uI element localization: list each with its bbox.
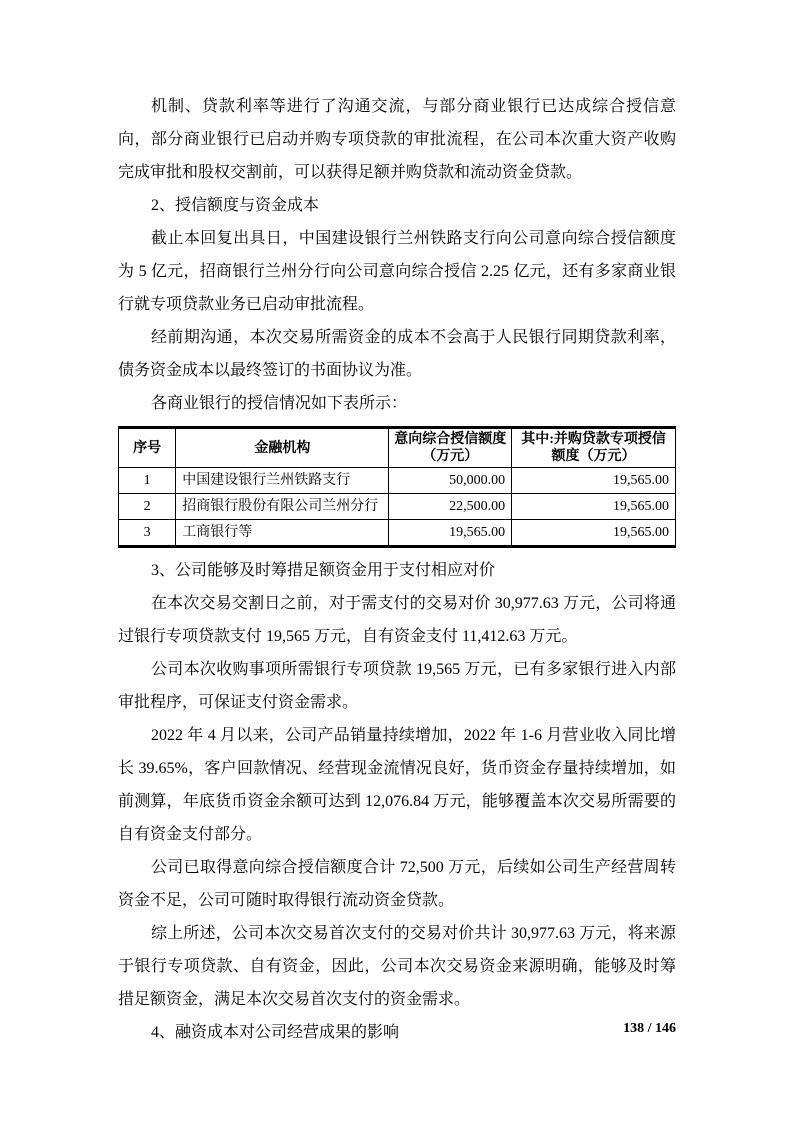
header-seq: 序号 [119, 428, 176, 468]
table-row [119, 520, 676, 547]
cell-intended-credit: 19,565.00 [389, 520, 512, 547]
section-heading-timely-funding: 3、公司能够及时筹措足额资金用于支付相应对价 [151, 562, 496, 579]
paragraph-summary: 综上所述，公司本次交易首次支付的交易对价共计 30,977.63 万元，将来源于银行专项贷款、自有资金，因此，公司本次交易资金来源明确，能够及时筹措足额资金，满足本次交易首次支付的资金需求。 [118, 925, 676, 1008]
cell-seq: 3 [119, 520, 176, 547]
document-content [118, 90, 676, 1049]
cell-institution: 中国建设银行兰州铁路支行 [176, 468, 389, 494]
cell-ma-loan-credit: 19,565.00 [512, 494, 676, 520]
credit-table-header-row [119, 428, 676, 468]
paragraph-revenue-growth: 2022 年 4 月以来，公司产品销量持续增加，2022 年 1-6 月营业收入同比增长 39.65%，客户回款情况、经营现金流情况良好，货币资金存量持续增加，如前测算，年底货币资金余额可达到 12,076.84 万元，能够覆盖本次交易所需要的自有资金支付部分。 [118, 727, 676, 843]
table-row [119, 494, 676, 520]
paragraph-mechanism-loans: 机制、贷款利率等进行了沟通交流，与部分商业银行已达成综合授信意向，部分商业银行已启动并购专项贷款的审批流程，在公司本次重大资产收购完成审批和股权交割前，可以获得足额并购贷款和流动资金贷款。 [118, 98, 676, 181]
cell-institution: 工商银行等 [176, 520, 389, 547]
header-intended-credit: 意向综合授信额度（万元） [389, 428, 512, 468]
cell-ma-loan-credit: 19,565.00 [512, 520, 676, 547]
paragraph-total-credit: 公司已取得意向综合授信额度合计 72,500 万元，后续如公司生产经营周转资金不足，公司可随时取得银行流动资金贷款。 [118, 859, 676, 909]
credit-table [118, 426, 676, 548]
paragraph-credit-intent: 截止本回复出具日，中国建设银行兰州铁路支行向公司意向综合授信额度为 5 亿元，招商银行兰州分行向公司意向综合授信 2.25 亿元，还有多家商业银行就专项贷款业务已启动审批流程。 [118, 230, 676, 313]
section-heading-financing-cost: 4、融资成本对公司经营成果的影响 [151, 1024, 400, 1041]
section-heading-credit-limit: 2、授信额度与资金成本 [151, 197, 320, 214]
paragraph-funding-cost: 经前期沟通，本次交易所需资金的成本不会高于人民银行同期贷款利率，债务资金成本以最终签订的书面协议为准。 [118, 329, 676, 379]
cell-intended-credit: 50,000.00 [389, 468, 512, 494]
cell-institution: 招商银行股份有限公司兰州分行 [176, 494, 389, 520]
paragraph-payment-breakdown: 在本次交易交割日之前，对于需支付的交易对价 30,977.63 万元，公司将通过银行专项贷款支付 19,565 万元，自有资金支付 11,412.63 万元。 [118, 595, 676, 645]
cell-ma-loan-credit: 19,565.00 [512, 468, 676, 494]
cell-intended-credit: 22,500.00 [389, 494, 512, 520]
paragraph-table-intro: 各商业银行的授信情况如下表所示： [151, 395, 408, 412]
cell-seq: 1 [119, 468, 176, 494]
cell-seq: 2 [119, 494, 176, 520]
table-row [119, 468, 676, 494]
header-institution: 金融机构 [176, 428, 389, 468]
page-number: 138 / 146 [623, 1021, 676, 1036]
header-ma-loan-credit: 其中:并购贷款专项授信额度（万元） [512, 428, 676, 468]
paragraph-bank-approval: 公司本次收购事项所需银行专项贷款 19,565 万元，已有多家银行进入内部审批程序，可保证支付资金需求。 [118, 661, 676, 711]
